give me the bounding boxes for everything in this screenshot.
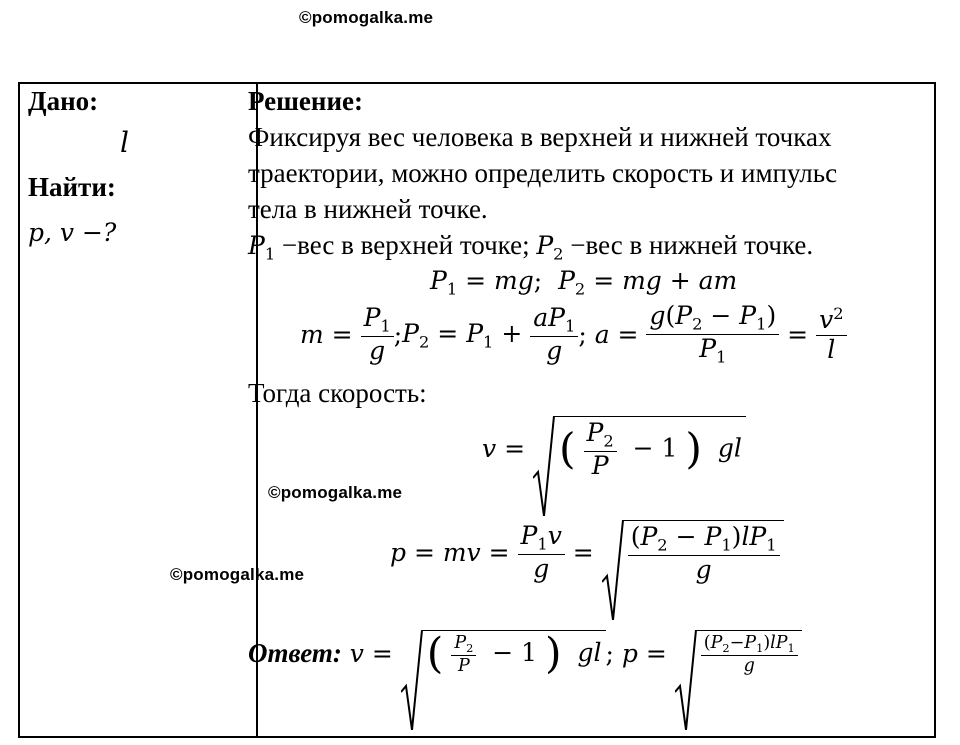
equation-mass-acceleration: m = $\frac{P_1}{g}$ ; $P_2 = P_1$ + $\frac{aP_1}{g}$ ; a = $\frac{g(P_2 - P_1)}{P_1}$ = $\frac{v^2}{l}$ — [300, 302, 847, 368]
watermark: ©pomogalka.me — [268, 483, 403, 502]
sqrt-icon — [602, 520, 624, 620]
solution-line-1: Фиксируя вес человека в верхней и нижней точках — [248, 122, 832, 152]
find-value: p, v −? — [28, 218, 117, 247]
solution-title: Решение: — [248, 86, 363, 116]
find-title: Найти: — [28, 172, 116, 202]
equation-momentum: p = mv = $\frac{P_1v}{g}$ = $\frac{(P_2 - P_1)lP_1}{g}$ — [390, 520, 784, 585]
sqrt-icon — [533, 416, 555, 516]
given-value: l — [120, 126, 129, 159]
solution-line-3: тела в нижней точке. — [248, 194, 488, 224]
equation-speed: v = ( $\frac{P_2}{P}$ − 1 ) gl — [482, 416, 746, 481]
then-speed-label: Тогда скорость: — [248, 378, 427, 408]
sqrt-icon — [675, 630, 697, 730]
given-title: Дано: — [28, 86, 99, 116]
answer-line: Ответ: v = ( $\frac{P_2}{P}$ − 1 ) gl ; p = $\frac{(P_2-P_1)lP_1}{g}$ — [248, 630, 802, 676]
watermark: ©pomogalka.me — [170, 565, 305, 584]
solution-table — [18, 82, 936, 738]
solution-line-2: траектории, можно определить скорость и импульс — [248, 158, 838, 188]
watermark: ©pomogalka.me — [299, 8, 434, 27]
weights-definition: $P_1 -вес$ в верхней точке; $P_2 -вес$ в нижней точке. — [248, 230, 814, 264]
sqrt-icon — [401, 630, 423, 730]
answer-label: Ответ: — [248, 637, 342, 668]
equation-weights: $P_1$ = mg; $P_2$ = mg + am — [430, 266, 738, 299]
